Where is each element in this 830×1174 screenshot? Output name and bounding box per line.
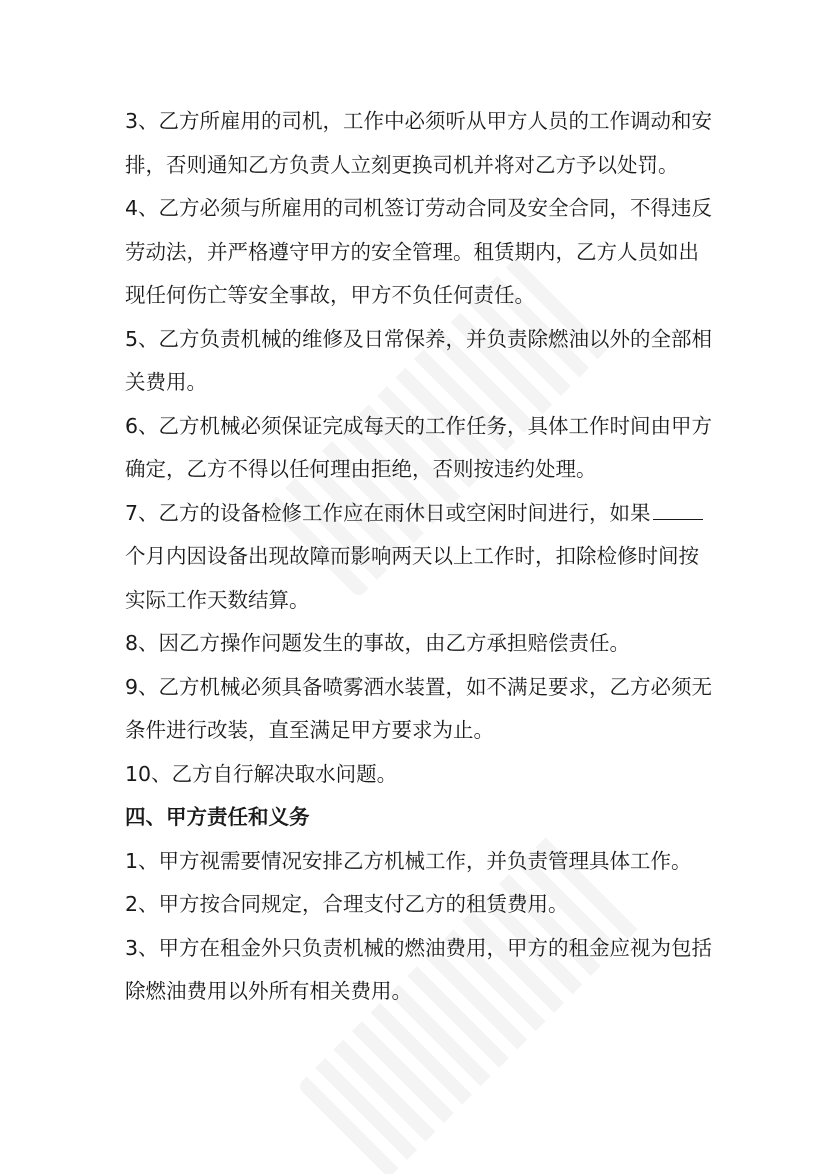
clause-9: 9、乙方机械必须具备喷雾洒水装置，如不满足要求，乙方必须无条件进行改装，直至满足甲方要求为止。 — [125, 674, 713, 742]
document-body — [125, 100, 715, 1014]
fill-in-blank — [653, 497, 703, 520]
clause-6: 6、乙方机械必须保证完成每天的工作任务，具体工作时间由甲方确定，乙方不得以任何理由拒绝，否则按违约处理。 — [125, 413, 713, 481]
section4-clause-3: 3、甲方在租金外只负责机械的燃油费用，甲方的租金应视为包括除燃油费用以外所有相关费用。 — [125, 935, 713, 1003]
clause-7 — [125, 492, 715, 623]
clause-3: 3、乙方所雇用的司机，工作中必须听从甲方人员的工作调动和安排，否则通知乙方负责人立刻更换司机并将对乙方予以处罚。 — [125, 109, 713, 177]
clause-7-text-after: 个月内因设备出现故障而影响两天以上工作时，扣除检修时间按实际工作天数结算。 — [125, 544, 699, 612]
section4-clause-1: 1、甲方视需要情况安排乙方机械工作，并负责管理具体工作。 — [125, 848, 692, 873]
clause-4: 4、乙方必须与所雇用的司机签订劳动合同及安全合同，不得违反劳动法，并严格遵守甲方的安全管理。租赁期内，乙方人员如出现任何伤亡等安全事故，甲方不负任何责任。 — [125, 196, 713, 307]
clause-7-text-before: 7、乙方的设备检修工作应在雨休日或空闲时间进行，如果 — [125, 500, 651, 525]
clause-8: 8、因乙方操作问题发生的事故，由乙方承担赔偿责任。 — [125, 631, 631, 655]
clause-5: 5、乙方负责机械的维修及日常保养，并负责除燃油以外的全部相关费用。 — [125, 326, 713, 394]
clause-10: 10、乙方自行解决取水问题。 — [125, 761, 398, 786]
section4-clause-2: 2、甲方按合同规定，合理支付乙方的租赁费用。 — [125, 892, 569, 916]
section-heading: 四、甲方责任和义务 — [125, 805, 310, 829]
